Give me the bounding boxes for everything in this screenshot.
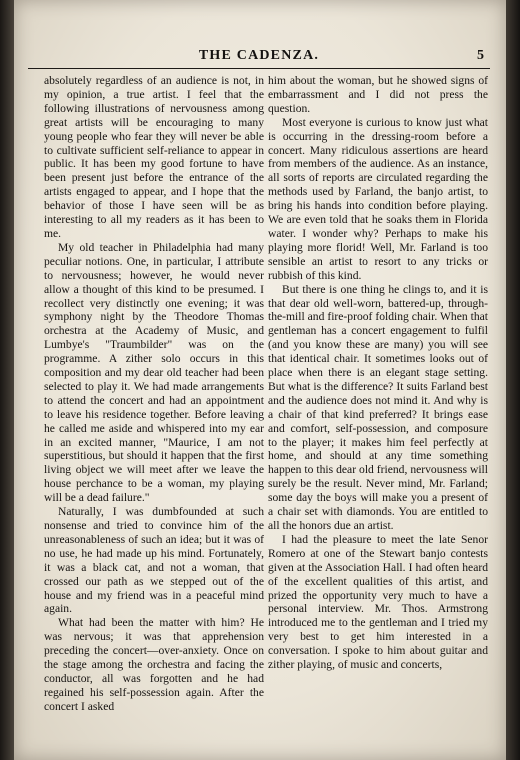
paragraph: My old teacher in Philadelphia had many peculiar notions. One, in particular, I attribute to nervousness; however, he would never allow a thought of this kind to be presumed. I recollect very distinctly one evening; it was symphony night by the Theodore Thomas orchestra at the Academy of Music, and Lumbye's "Traumbilder" was on the programme. A zither solo occurs in this composition and my dear old teacher had been selected to play it. We had made arrangements to attend the concert and had an appointment to leave his residence together. Before leaving he called me aside and whispered into my ear in an excited manner, "Maurice, I am not superstitious, but should it happen that the first living object we will meet after we leave the house perchance to be a woman, my playing will be a dead failure."	[44, 240, 264, 505]
paragraph: him about the woman, but he showed signs of embarrassment and I did not press the question.	[268, 74, 488, 115]
paragraph: absolutely regardless of an audience is not, in my opinion, a true artist. I feel that the following illustrations of nervousness among great artists will be encouraging to many young people who fear they will never be able to cultivate sufficient self-reliance to appear in public. It has been my good fortune to have been present just before the entrance of the artists engaged to appear, and I hope that the behavior of those I have seen will be as interesting to all my readers as it has been to me.	[44, 74, 264, 240]
running-title: THE CADENZA.	[198, 48, 320, 63]
scan-left-edge	[0, 0, 14, 760]
paragraph: But there is one thing he clings to, and it is that dear old well-worn, battered-up, through-the-mill and fire-proof folding chair. When that gentleman has a concert engagement to fulfil (and you know these are many) you will see that identical chair. It sometimes looks out of place when there is an elegant stage setting. But what is the difference? It suits Farland best and the audience does not mind it. And why is a chair of that kind preferred? It brings ease and comfort, self-possession, and composure to the player; it makes him feel perfectly at home, and should at any time something happen to this dear old friend, nervousness will surely be the result. Never mind, Mr. Farland; some day the boys will make you a present of a chair set with diamonds. You are entitled to all the honors due an artist.	[268, 282, 488, 532]
page-sheet	[14, 0, 506, 760]
right-column	[268, 74, 488, 672]
paragraph: Naturally, I was dumbfounded at such nonsense and tried to convince him of the unreasonableness of such an idea; but it was of no use, he had made up his mind. Fortunately, it was a black cat, and not a woman, that crossed our path as we stepped out of the house and my friend was in a peaceful mind again.	[44, 505, 264, 616]
left-column	[44, 74, 264, 714]
paragraph: Most everyone is curious to know just what is occurring in the dressing-room before a concert. Many ridiculous assertions are heard from members of the audience. As an instance, all sorts of reports are circulated regarding the methods used by Farland, the banjo artist, to bring his hands into condition before playing. We are even told that he soaks them in Florida water. I wonder why? Perhaps to make his playing more florid! Well, Mr. Farland is too sensible an artist to resort to any tricks or rubbish of this kind.	[268, 115, 488, 282]
page-header	[28, 48, 490, 69]
scan-right-edge	[506, 0, 520, 760]
paragraph: I had the pleasure to meet the late Senor Romero at one of the Stewart banjo contests given at the Association Hall. I had often heard of the excellent qualities of this artist, and prized the opportunity very much to have a personal interview. Mr. Thos. Armstrong introduced me to the gentleman and I tried my very best to get him interested in a conversation. I spoke to him about guitar and zither playing, of music and concerts,	[268, 532, 488, 672]
page-number: 5	[477, 48, 484, 63]
paragraph: What had been the matter with him? He was nervous; it was that apprehension preceding the concert—over-anxiety. Once on the stage among the orchestra and facing the conductor, all was forgotten and he had regained his self-possession again. After the concert I asked	[44, 616, 264, 713]
